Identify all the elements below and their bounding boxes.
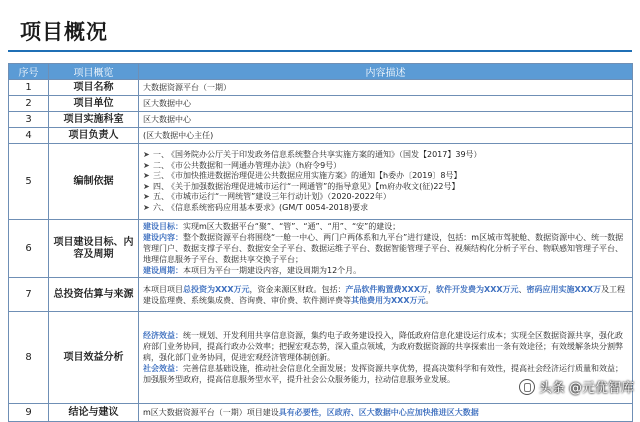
row-item: 项目名称: [49, 80, 139, 96]
header-index: 序号: [9, 64, 49, 80]
list-item: ➤ 五、 《市城市运行“一网统管”建设三年行动计划》（2020-2022年）: [143, 192, 391, 201]
header-overview: 项目概览: [49, 64, 139, 80]
row-number: 1: [9, 80, 49, 96]
table-row: [9, 144, 633, 220]
watermark-text: 头条 @元优智库: [538, 381, 634, 396]
row-content: (区大数据中心主任): [139, 128, 633, 144]
conclusion-content: m区大数据资源平台（一期）项目建设具有必要性，区政府、区大数据中心应加快推进区大数据: [139, 404, 633, 422]
list-item: ➤ 六、 《信息系统密码应用基本要求》(GM/T 0054-2018)要求: [143, 202, 369, 212]
table-row: [9, 220, 633, 278]
row-number: 2: [9, 96, 49, 112]
row-item: 项目效益分析: [49, 312, 139, 404]
list-item: ➤ 四、 《关于加强数据治理促进城市运行“一网通管”的指导意见》【m府办收文(征)22号】: [143, 181, 460, 191]
table-row: [9, 80, 633, 96]
economic-benefit: 经济效益：统一规划、开发利用共享信息资源，集约电子政务建设投入，降低政府信息化建设运行成本；实现全区数据资源共享，强化政府部门业务协同，提高行政办公效率；把握宏观态势，深入重点领域，为政府数据资源的共享探索出一条有效途径；有效缓解条块分割弊病，强化部门业务协同，促进宏观经济管理体制创新。: [143, 331, 623, 362]
bullet-icon: ➤: [143, 181, 150, 191]
bullet-icon: ➤: [143, 171, 150, 180]
watermark: [519, 377, 634, 396]
row-item: 结论与建议: [49, 404, 139, 422]
social-benefit: 社会效益：完善信息基础设施，推动社会信息化全面发展；发挥资源共享优势，提高决策科学和有效性，提高社会经济运行质量和效益；加强服务型政府，提高信息服务型水平，提升社会公众服务能力，拉动信息服务业发展。: [143, 364, 623, 384]
overview-table: [8, 63, 633, 422]
row-number: 4: [9, 128, 49, 144]
header-description: 内容描述: [139, 64, 633, 80]
row-number: 8: [9, 312, 49, 404]
table-row: [9, 278, 633, 312]
row-content: 区大数据中心: [139, 96, 633, 112]
row-number: 9: [9, 404, 49, 422]
list-item: ➤ 一、 《国务院办公厅关于印发政务信息系统整合共享实施方案的通知》（国发【2017】39号）: [143, 150, 482, 159]
title-divider: [8, 50, 632, 52]
table-row: [9, 128, 633, 144]
basis-list: [139, 144, 633, 220]
row-content: 区大数据中心: [139, 112, 633, 128]
bullet-icon: ➤: [143, 192, 150, 201]
row-item: 项目负责人: [49, 128, 139, 144]
table-header-row: [9, 64, 633, 80]
row-item: 编制依据: [49, 144, 139, 220]
row-content: 大数据资源平台（一期）: [139, 80, 633, 96]
row-item: 总投资估算与来源: [49, 278, 139, 312]
goals-content: [139, 220, 633, 278]
investment-content: 本项目项目总投资为XXX万元，资金来源区财政。包括：产品软件购置费XXX万，软件开发费为XXX万元、密码应用实施XXX万及工程建设监理费、系统集成费、咨询费、审价费、软件测评费等其他费用为XXX万元。: [139, 278, 633, 312]
bullet-icon: ➤: [143, 202, 150, 212]
list-item: ➤ 三、 《市加快推进数据治理促进公共数据应用实施方案》的通知【h委办〔2019〕8号】: [143, 171, 462, 180]
period-line: 建设周期：本项目为平台一期建设内容，建设周期为12个月。: [143, 266, 362, 275]
cartoon-avatar-icon: [519, 379, 535, 395]
row-number: 5: [9, 144, 49, 220]
row-number: 3: [9, 112, 49, 128]
table-row: [9, 96, 633, 112]
list-item: ➤ 二、 《市公共数据和一网通办管理办法》（h府令9号）: [143, 160, 342, 170]
content-line: 建设内容：整个数据资源平台将围绕“一舱一中心、两门户两体系和九平台”进行建设，包括：m区城市驾驶舱、数据资源中心、统一数据管理门户、数据支撑子平台、数据安全子平台、数据运维子平台、数据智能管理子平台、视频结构化分析子平台、物联感知管理子平台、地理信息服务子平台、数据共享交换子平台；: [143, 233, 624, 264]
page-title: 项目概况: [20, 20, 108, 44]
table-row: [9, 404, 633, 422]
row-number: 7: [9, 278, 49, 312]
bullet-icon: ➤: [143, 160, 150, 170]
table-row: [9, 112, 633, 128]
row-item: 项目实施科室: [49, 112, 139, 128]
row-item: 项目建设目标、内容及周期: [49, 220, 139, 278]
goal-line: 建设目标：实现m区大数据平台“聚”、“管”、“通”、“用”、“安”的建设；: [143, 222, 401, 231]
bullet-icon: ➤: [143, 150, 150, 159]
row-item: 项目单位: [49, 96, 139, 112]
row-number: 6: [9, 220, 49, 278]
